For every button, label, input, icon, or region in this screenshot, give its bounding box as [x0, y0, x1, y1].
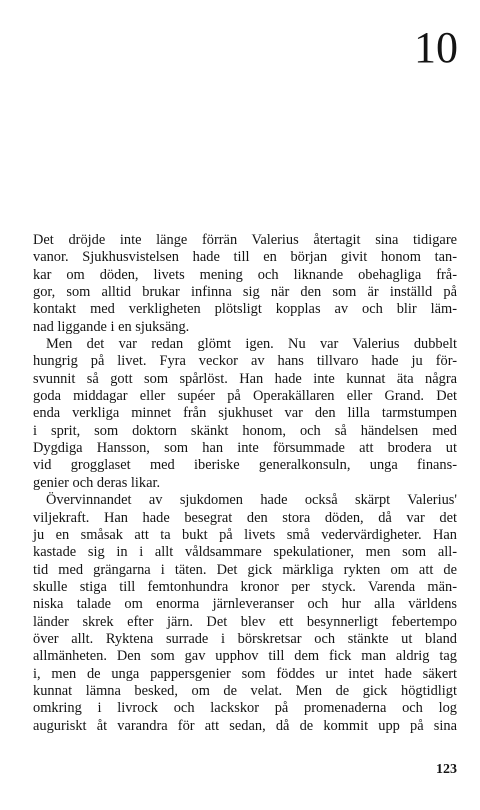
text-line: i sprit, som doktorn skänkt honom, och så händelsen med: [33, 422, 457, 439]
text-line: Men det var redan glömt igen. Nu var Valerius dubbelt: [46, 336, 457, 353]
text-line: niska talade om enorma järnleveranser och hur alla världens: [33, 596, 457, 613]
text-line: kar om döden, livets mening och liknande obehagliga frå-: [33, 266, 457, 283]
text-line: Övervinnandet av sjukdomen hade också skärpt Valerius': [46, 492, 457, 509]
body-text: [33, 232, 457, 735]
text-line: kastade sig in i allt våldsammare spekulationer, men som all-: [33, 544, 457, 561]
text-line: nad liggande i en sjuksäng.: [33, 318, 190, 335]
page-number: 123: [436, 762, 457, 777]
text-line: skulle stiga till femtonhundra kronor per styck. Varenda män-: [33, 578, 457, 595]
text-line: ju en småsak att ta bukt på livets små vedervärdigheter. Han: [33, 526, 457, 543]
text-line: över allt. Ryktena surrade i börskretsar och stänkte ut bland: [33, 630, 457, 647]
text-line: i, men de unga pappersgenier som föddes ur intet hade säkert: [33, 665, 457, 682]
chapter-number: 10: [414, 23, 458, 72]
text-line: auguriskt åt varandra för att sedan, då de kommit upp på sina: [33, 717, 457, 734]
text-line: gor, som alltid brukar infinna sig när den som är inställd på: [33, 284, 457, 301]
text-line: enda verkliga minnet från sjukhuset var den lilla tarmstumpen: [33, 405, 457, 422]
text-line: hungrig på livet. Fyra veckor av hans tillvaro hade ju för-: [33, 353, 457, 370]
text-line: Dygdiga Hansson, som han inte försummade att brodera ut: [33, 440, 457, 457]
text-line: goda middagar eller supéer på Operakällaren eller Grand. Det: [33, 388, 457, 405]
text-line: genier och deras likar.: [33, 474, 161, 491]
text-line: tid med grängarna i täten. Det gick märkliga rykten om att de: [33, 561, 457, 578]
text-line: allmänheten. Den som gav upphov till dem fick man aldrig tag: [33, 648, 457, 665]
text-line: viljekraft. Han hade besegrat den stora döden, då var det: [33, 509, 457, 526]
text-line: vanor. Sjukhusvistelsen hade till en början givit honom tan-: [33, 249, 457, 266]
text-line: länder skrek efter järn. Det blev ett besynnerligt febertempo: [33, 613, 457, 630]
text-line: kunnat lämna besked, om de velat. Men de gick högtidligt: [33, 682, 457, 699]
text-line: omkring i livrock och lackskor på promenaderna och log: [33, 700, 457, 717]
text-line: kontakt med verkligheten plötsligt kopplas av och blir läm-: [33, 301, 457, 318]
text-line: svunnit så gott som spårlöst. Han hade inte kunnat äta några: [33, 370, 457, 387]
text-line: vid grogglaset med iberiske generalkonsuln, unga finans-: [33, 457, 457, 474]
text-line: Det dröjde inte länge förrän Valerius återtagit sina tidigare: [33, 232, 457, 248]
